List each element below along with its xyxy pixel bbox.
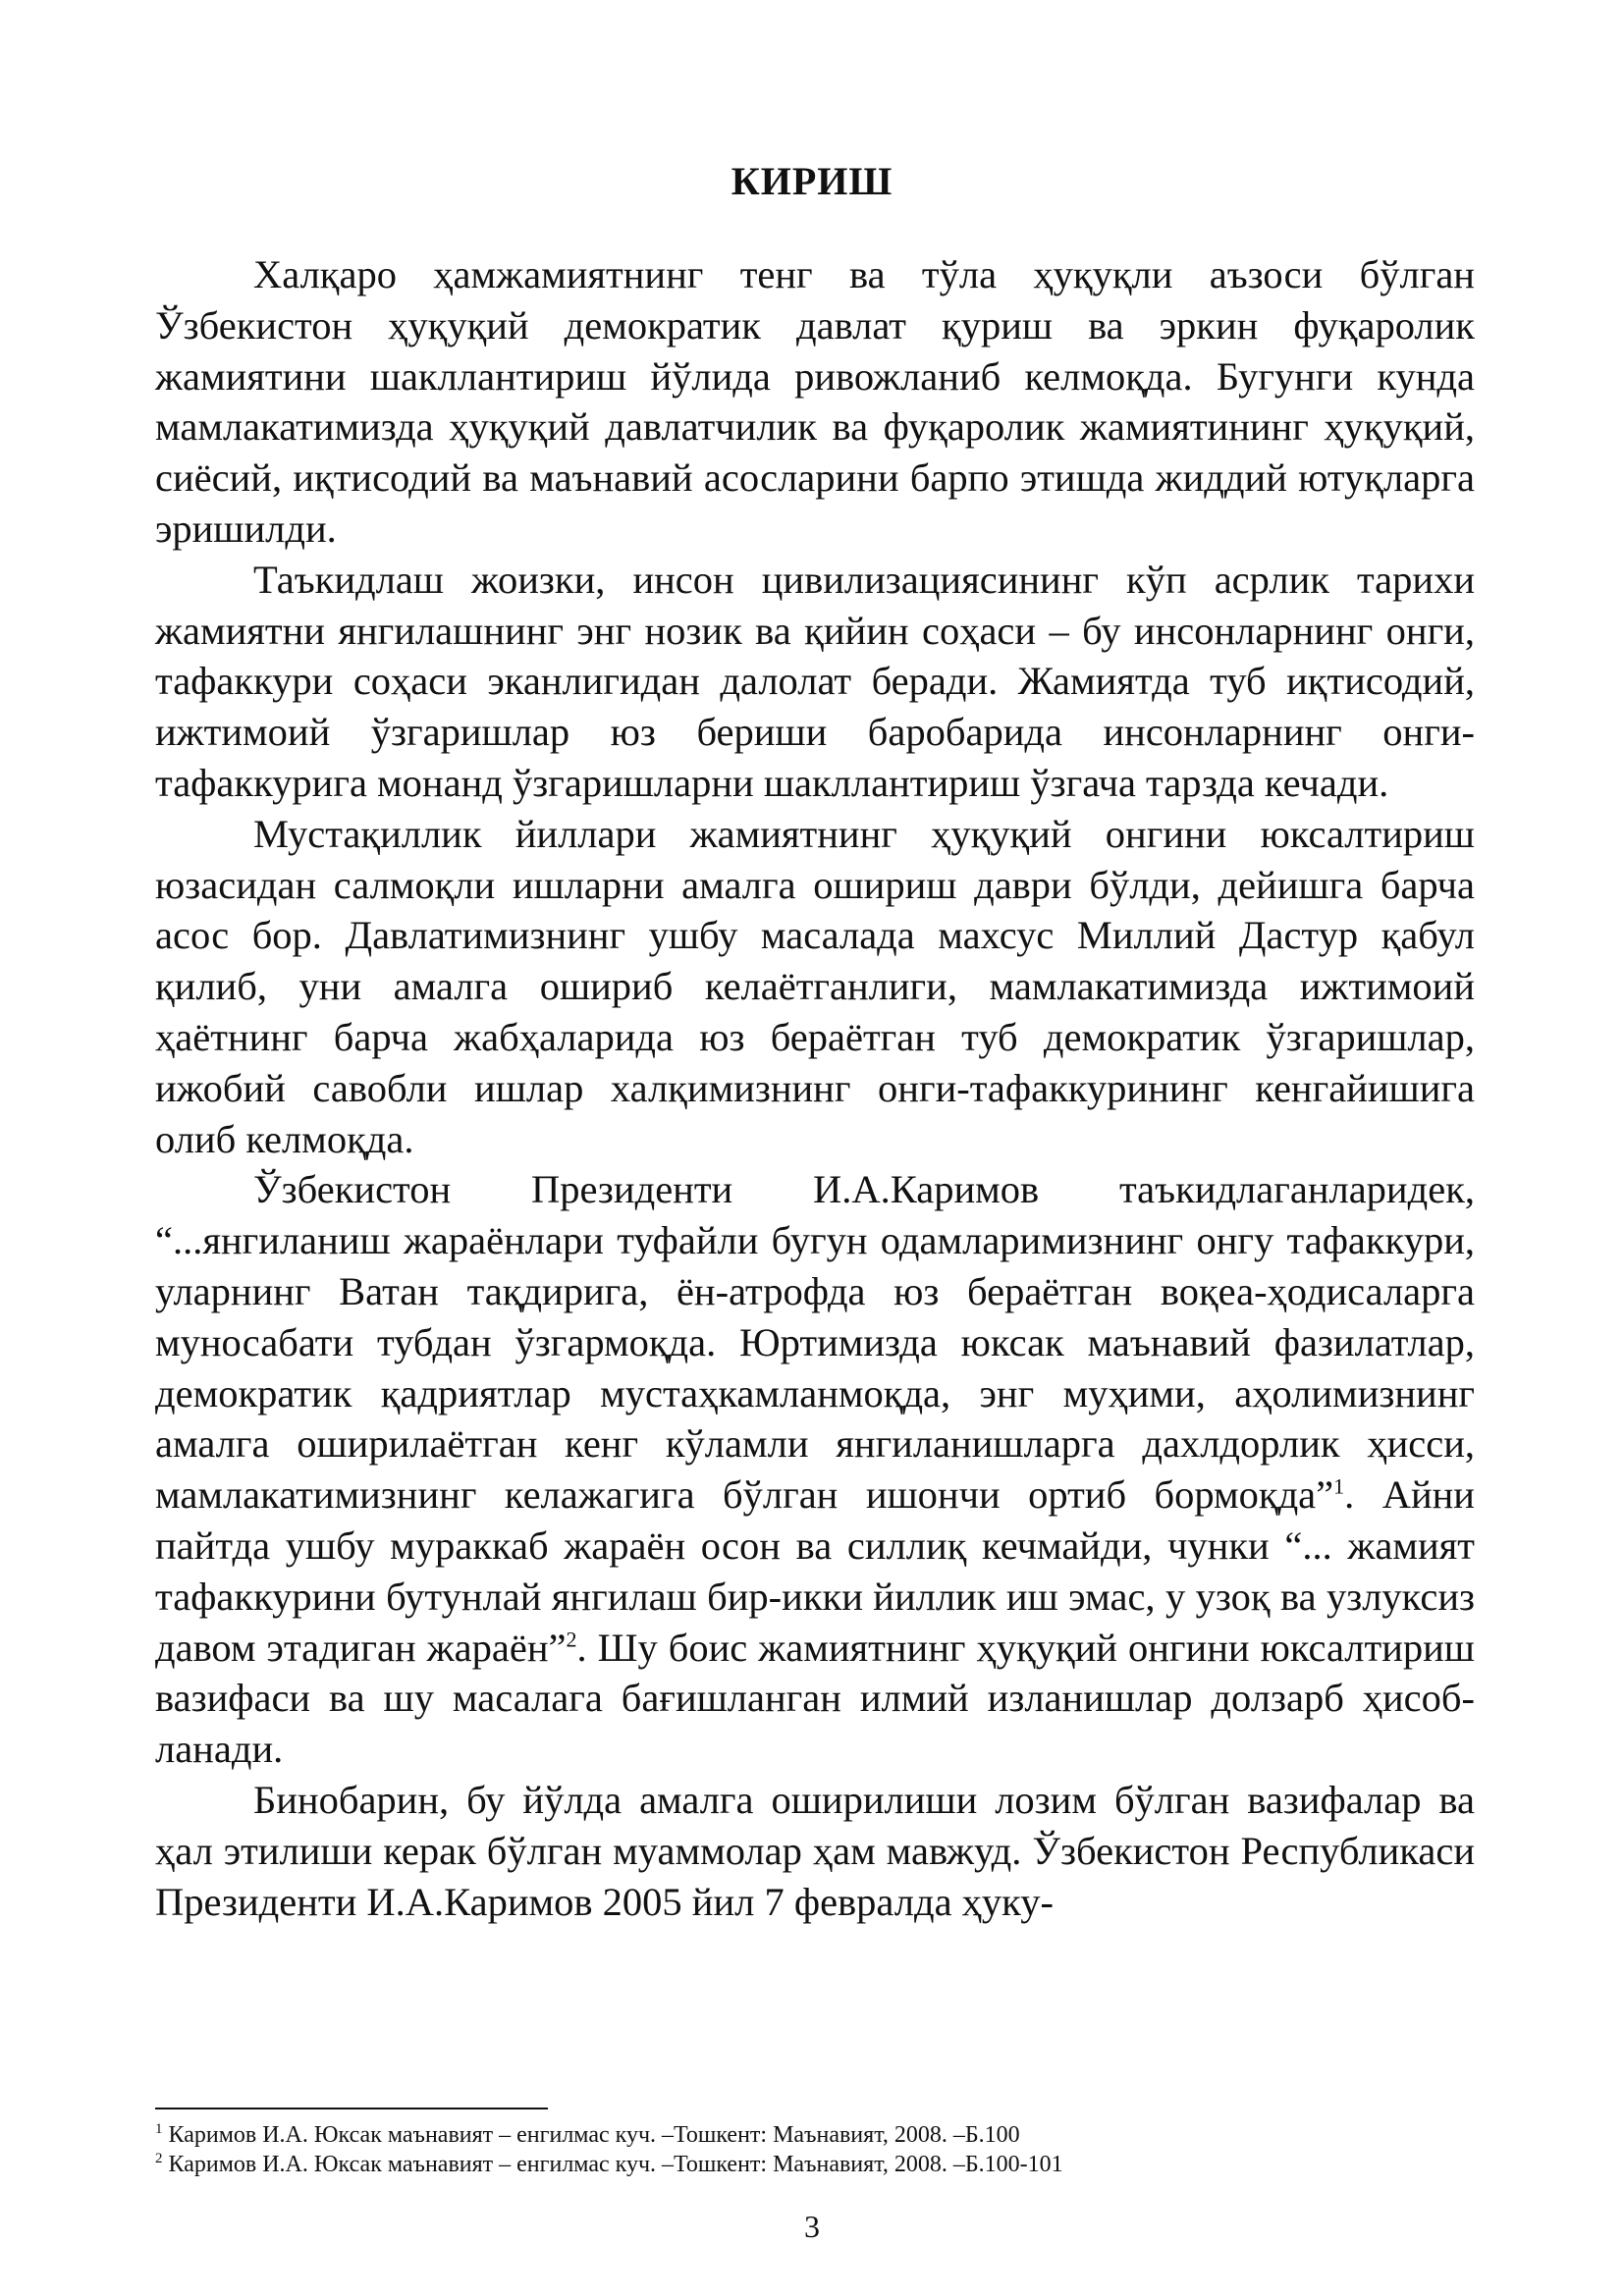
- footnote-1: [155, 2120, 1475, 2150]
- paragraph-3: Мустақиллик йиллари жамиятнинг ҳуқуқий онгини юксалтириш юзасидан салмоқли ишларни амалга ошириш даври бўлди, дейишга барча асос бор. Давлатимизнинг ушбу масалада махсус Миллий Дастур қабул қилиб, уни амалга ошириб келаётганлиги, мамлакатимизда ижтимоий ҳаётнинг барча жабҳаларида юз бераётган туб демократик ўзгаришлар, ижобий савобли ишлар халқимизнинг онги-тафаккурининг кенгайишига олиб келмоқда.: [155, 811, 1475, 1161]
- paragraph-5: Бинобарин, бу йўлда амалга оширилиши лозим бўлган вазифалар ва ҳал этилиши керак бўлган муаммолар ҳам мавжуд. Ўзбекистон Республикаси Президенти И.А.Каримов 2005 йил 7 февралда ҳуку-: [155, 1777, 1475, 1924]
- footnote-text-1: Каримов И.А. Юксак маънавият – енгилмас куч. –Тошкент: Маънавият, 2008. –Б.100: [162, 2122, 1020, 2148]
- paragraph-4-part-1: Ўзбекистон Президенти И.А.Каримов таъкидлаганларидек, “...янгиланиш жараёнлари туфайли бугун одамларимизнинг онгу тафаккури, уларнинг Ватан тақдирига, ён-атрофда юз бераётган воқеа-ҳодисаларга муносабати тубдан ўзгармоқда. Юртимизда юксак маънавий фазилатлар, демократик қадриятлар мустаҳкамланмоқда, энг муҳими, аҳолимизнинг амалга оширилаётган кенг кўламли янгиланишларга дахлдорлик ҳисси, мамлакатимизнинг келажагига бўлган ишончи ортиб бормоқда”: [155, 1167, 1475, 1518]
- footnote-marker-2: 2: [155, 2151, 163, 2166]
- footnote-reference-2: 2: [566, 1627, 577, 1652]
- paragraph-4: [155, 1164, 1475, 1775]
- body-text: [155, 249, 1475, 1927]
- paragraph-1: Халқаро ҳамжамиятнинг тенг ва тўла ҳуқуқли аъзоси бўлган Ўзбекистон ҳуқуқий демократик давлат қуриш ва эркин фуқаролик жамиятини шакллантириш йўлида ривожланиб келмоқда. Бугунги кунда мамлакатимизда ҳуқуқий давлатчилик ва фуқаролик жамиятининг ҳуқуқий, сиёсий, иқтисодий ва маънавий асосларини барпо этишда жиддий ютуқларга эришилди.: [155, 252, 1475, 551]
- footnote-text-2: Каримов И.А. Юксак маънавият – енгилмас куч. –Тошкент: Маънавият, 2008. –Б.100-101: [162, 2152, 1063, 2177]
- paragraph-2: Таъкидлаш жоизки, инсон цивилизациясининг кўп асрлик тарихи жамиятни янгилашнинг энг нозик ва қийин соҳаси – бу инсонларнинг онги, тафаккури соҳаси эканлигидан далолат беради. Жамиятда туб иқтисодий, ижтимоий ўзгаришлар юз бериши баробарида инсонларнинг онги-тафаккурига монанд ўзгаришларни шакллантириш ўзгача тарзда кечади.: [155, 557, 1475, 805]
- footnotes: [155, 2120, 1475, 2179]
- footnote-2: [155, 2150, 1475, 2179]
- footnote-marker-1: 1: [155, 2121, 163, 2137]
- paragraph-4-part-2: . Айни пайтда ушбу мураккаб жараён осон ва силлиқ кечмайди, чунки “... жамият тафаккурини бутунлай янгилаш бир-икки йиллик иш эмас, у узоқ ва узлуксиз давом этадиган жараён”: [155, 1472, 1475, 1670]
- footnote-reference-1: 1: [1333, 1473, 1345, 1499]
- section-heading: КИРИШ: [731, 159, 893, 203]
- page-number: 3: [804, 2209, 820, 2244]
- footnote-divider: [155, 2108, 548, 2109]
- paragraph-4-part-3: . Шу боис жамиятнинг ҳуқуқий онгини юксалтириш вазифаси ва шу масалага бағишланган илмий изланишлар долзарб ҳисобланади.: [155, 1625, 1475, 1772]
